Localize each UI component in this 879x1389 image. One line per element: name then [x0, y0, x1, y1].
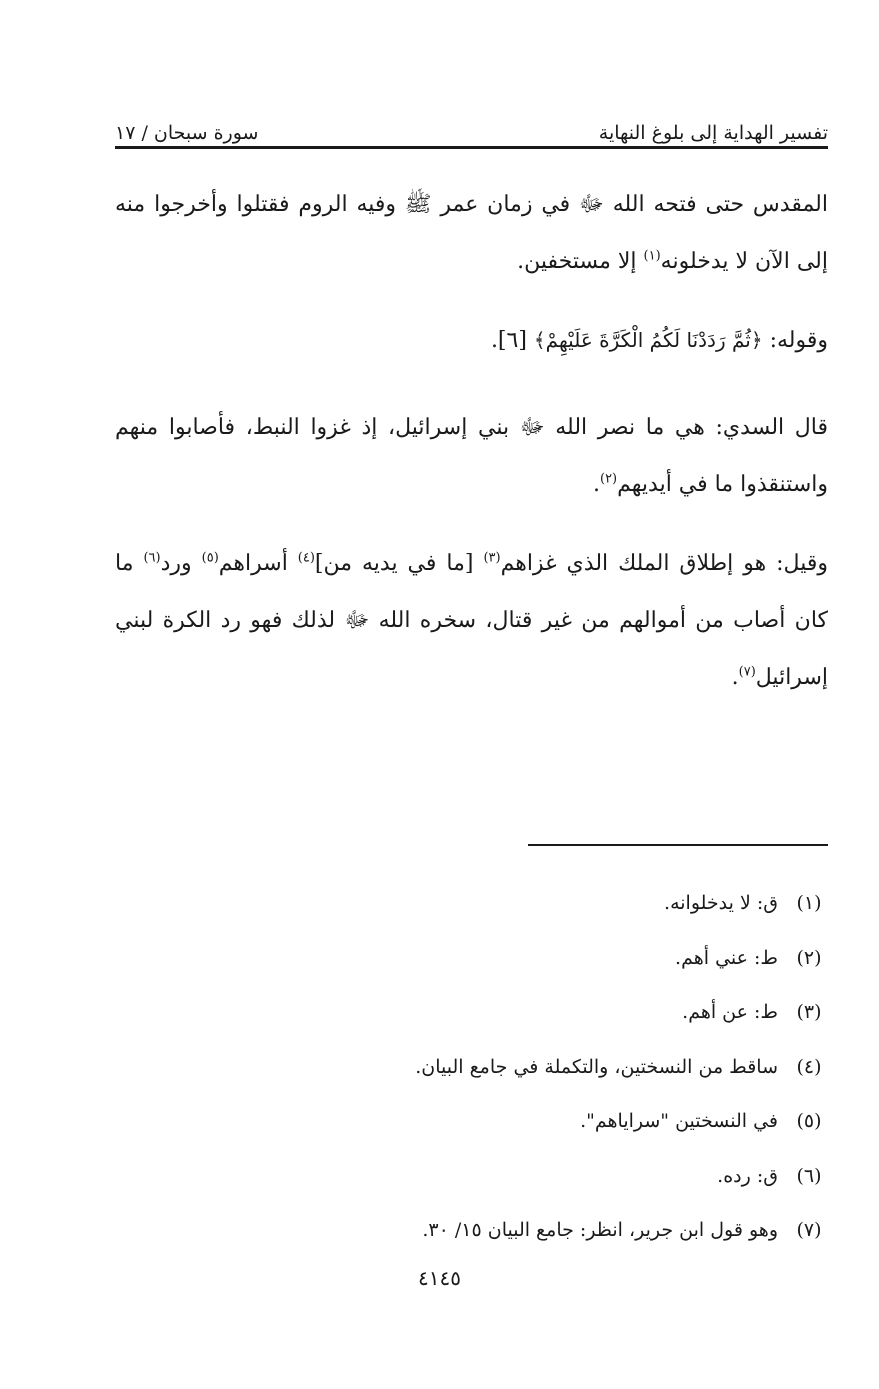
footnote-text: ساقط من النسختين، والتكملة في جامع البيان. [415, 1055, 778, 1078]
footnote-number: (٤) [796, 1055, 822, 1078]
footnote-ref-1: (١) [643, 248, 661, 264]
footnote-text: ق: رده. [717, 1164, 778, 1187]
footnote-ref-6: (٦) [143, 550, 161, 566]
footnote-item [300, 1203, 832, 1258]
main-text [115, 176, 828, 706]
book-title: تفسير الهداية إلى بلوغ النهاية [598, 122, 828, 144]
footnote-number: (٣) [796, 1001, 822, 1024]
footnotes [300, 876, 832, 1258]
quran-verse: ﴿ثُمَّ رَدَدْنَا لَكُمُ الْكَرَّةَ عَلَيْهِمْ﴾ [533, 328, 763, 352]
footnote-item [300, 1094, 832, 1149]
footnote-ref-7: (٧) [738, 664, 756, 680]
footnote-item [300, 931, 832, 986]
footnote-number: (٦) [796, 1164, 822, 1187]
footnote-ref-3: (٣) [483, 550, 501, 566]
footnote-text: في النسختين "سراياهم". [580, 1110, 778, 1133]
footnote-number: (٧) [796, 1219, 822, 1242]
header-rule [115, 146, 828, 149]
footnote-item [300, 1040, 832, 1095]
verse-ref: [٦]. [490, 328, 534, 353]
paragraph-3: قال السدي: هي ما نصر الله ﷻ بني إسرائيل، إذ غزوا النبط، فأصابوا منهم واستنقذوا ما في أيديهم$^{(٢)}$. [115, 415, 828, 497]
footnote-separator [528, 844, 828, 846]
running-header [115, 104, 828, 144]
paragraph-2: وقوله: ﴿ثُمَّ رَدَدْنَا لَكُمُ الْكَرَّةَ عَلَيْهِمْ﴾ [٦]. [490, 328, 828, 353]
page-number: ٤١٤٥ [418, 1266, 461, 1290]
surah-section: سورة سبحان / ١٧ [115, 122, 259, 144]
footnote-ref-2: (٢) [599, 471, 618, 487]
footnote-text: ط: عن أهم. [682, 1001, 778, 1024]
footnote-number: (١) [796, 892, 822, 915]
paragraph-4: وقيل: هو إطلاق الملك الذي غزاهم$^{(٣)}$ [ما في يديه من]$^{(٤)}$ أسراهم$^{(٥)}$ ورد$^{(٦)}$ ما كان أصاب من أموالهم من غير قتال، سخره الله ﷻ لذلك فهو رد الكرة لبني إسرائيل$^{(٧)}$. [115, 550, 828, 690]
footnote-number: (٢) [796, 946, 822, 969]
footnote-ref-5: (٥) [201, 550, 219, 566]
footnote-item [300, 985, 832, 1040]
footnote-ref-4: (٤) [297, 550, 315, 566]
footnote-text: ط: عني أهم. [675, 946, 778, 969]
footnote-text: ق: لا يدخلوانه. [664, 892, 778, 915]
footnote-item [300, 876, 832, 931]
paragraph-1: المقدس حتى فتحه الله ﷻ في زمان عمر ﷺ وفيه الروم فقتلوا وأخرجوا منه إلى الآن لا يدخلونه$^{(١)}$ إلا مستخفين. [115, 192, 828, 274]
footnote-item [300, 1149, 832, 1204]
footnote-number: (٥) [796, 1110, 822, 1133]
footnote-text: وهو قول ابن جرير، انظر: جامع البيان ١٥/ ٣٠. [422, 1219, 778, 1242]
